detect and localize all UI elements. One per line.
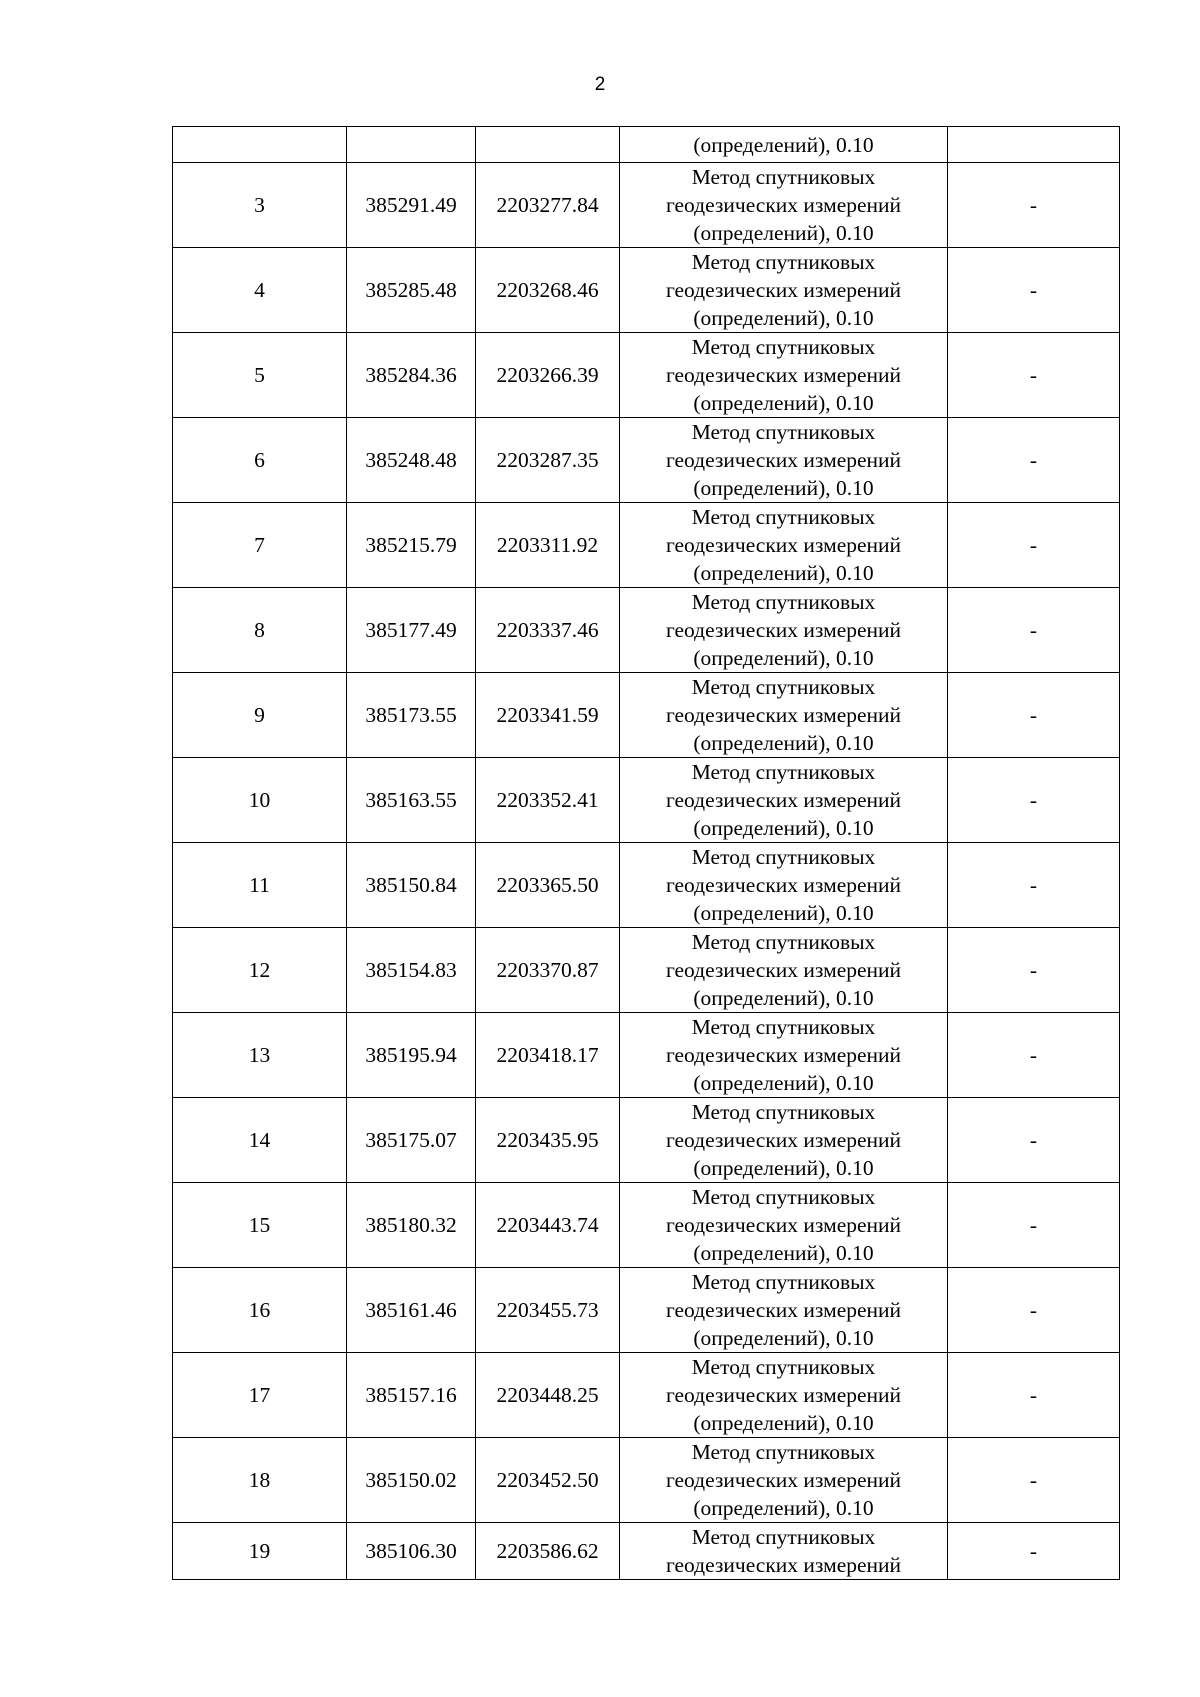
method-cell xyxy=(620,1438,948,1523)
table-row xyxy=(173,1183,1120,1268)
method-text-line: (определений), 0.10 xyxy=(693,731,874,755)
y-coordinate-cell: 2203337.46 xyxy=(476,588,620,673)
y-coordinate-cell: 2203277.84 xyxy=(476,163,620,248)
continued-row xyxy=(173,127,1120,163)
point-number-cell: 3 xyxy=(173,163,347,248)
y-coordinate-cell: 2203435.95 xyxy=(476,1098,620,1183)
continued-point-cell xyxy=(173,127,347,163)
table-row xyxy=(173,673,1120,758)
method-text-line: Метод спутниковых xyxy=(691,165,876,189)
method-cell xyxy=(620,1523,948,1580)
note-cell: - xyxy=(948,758,1120,843)
method-text-line: Метод спутниковых xyxy=(691,505,876,529)
y-coordinate-cell: 2203341.59 xyxy=(476,673,620,758)
method-text-line: Метод спутниковых xyxy=(691,1440,876,1464)
method-text-line: (определений), 0.10 xyxy=(693,306,874,330)
method-text-line: (определений), 0.10 xyxy=(693,646,874,670)
table-row xyxy=(173,248,1120,333)
method-text-line: геодезических измерений xyxy=(665,1553,902,1577)
method-text-line: (определений), 0.10 xyxy=(693,221,874,245)
method-text-line: Метод спутниковых xyxy=(691,1270,876,1294)
method-text-line: Метод спутниковых xyxy=(691,845,876,869)
method-text-line: Метод спутниковых xyxy=(691,1185,876,1209)
method-cell xyxy=(620,1013,948,1098)
method-text-line: Метод спутниковых xyxy=(691,675,876,699)
note-cell: - xyxy=(948,248,1120,333)
y-coordinate-cell: 2203455.73 xyxy=(476,1268,620,1353)
method-text-line: (определений), 0.10 xyxy=(693,561,874,585)
table-row xyxy=(173,1268,1120,1353)
y-coordinate-cell: 2203268.46 xyxy=(476,248,620,333)
method-cell xyxy=(620,673,948,758)
y-coordinate-cell: 2203287.35 xyxy=(476,418,620,503)
table-row xyxy=(173,928,1120,1013)
method-text-line: геодезических измерений xyxy=(665,278,902,302)
method-text-line: геодезических измерений xyxy=(665,193,902,217)
method-text-line: (определений), 0.10 xyxy=(693,391,874,415)
y-coordinate-cell: 2203443.74 xyxy=(476,1183,620,1268)
point-number-cell: 17 xyxy=(173,1353,347,1438)
x-coordinate-cell: 385157.16 xyxy=(347,1353,476,1438)
table-row xyxy=(173,1438,1120,1523)
point-number-cell: 13 xyxy=(173,1013,347,1098)
method-cell xyxy=(620,248,948,333)
point-number-cell: 4 xyxy=(173,248,347,333)
x-coordinate-cell: 385150.02 xyxy=(347,1438,476,1523)
method-cell xyxy=(620,758,948,843)
method-cell xyxy=(620,1353,948,1438)
y-coordinate-cell: 2203266.39 xyxy=(476,333,620,418)
x-coordinate-cell: 385215.79 xyxy=(347,503,476,588)
point-number-cell: 7 xyxy=(173,503,347,588)
table-row xyxy=(173,418,1120,503)
note-cell: - xyxy=(948,928,1120,1013)
method-text-line: (определений), 0.10 xyxy=(693,986,874,1010)
x-coordinate-cell: 385163.55 xyxy=(347,758,476,843)
y-coordinate-cell: 2203418.17 xyxy=(476,1013,620,1098)
table-row xyxy=(173,163,1120,248)
method-text-line: (определений), 0.10 xyxy=(693,816,874,840)
note-cell: - xyxy=(948,163,1120,248)
x-coordinate-cell: 385154.83 xyxy=(347,928,476,1013)
method-text-line: геодезических измерений xyxy=(665,1468,902,1492)
point-number-cell: 11 xyxy=(173,843,347,928)
method-text-line: (определений), 0.10 xyxy=(693,1411,874,1435)
y-coordinate-cell: 2203352.41 xyxy=(476,758,620,843)
method-text-line: геодезических измерений xyxy=(665,1128,902,1152)
continued-method-cell: (определений), 0.10 xyxy=(620,127,948,163)
point-number-cell: 8 xyxy=(173,588,347,673)
note-cell: - xyxy=(948,418,1120,503)
x-coordinate-cell: 385175.07 xyxy=(347,1098,476,1183)
method-text-line: (определений), 0.10 xyxy=(693,1496,874,1520)
method-text-line: Метод спутниковых xyxy=(691,250,876,274)
y-coordinate-cell: 2203365.50 xyxy=(476,843,620,928)
point-number-cell: 10 xyxy=(173,758,347,843)
y-coordinate-cell: 2203586.62 xyxy=(476,1523,620,1580)
method-cell xyxy=(620,928,948,1013)
method-text-line: Метод спутниковых xyxy=(691,1015,876,1039)
note-cell: - xyxy=(948,333,1120,418)
x-coordinate-cell: 385195.94 xyxy=(347,1013,476,1098)
coordinates-table xyxy=(172,126,1120,1580)
x-coordinate-cell: 385180.32 xyxy=(347,1183,476,1268)
method-text-line: Метод спутниковых xyxy=(691,760,876,784)
note-cell: - xyxy=(948,503,1120,588)
method-text-line: (определений), 0.10 xyxy=(693,1071,874,1095)
method-text-line: геодезических измерений xyxy=(665,788,902,812)
method-cell xyxy=(620,843,948,928)
table-row xyxy=(173,758,1120,843)
method-text-line: Метод спутниковых xyxy=(691,1525,876,1549)
method-text-line: (определений), 0.10 xyxy=(693,1326,874,1350)
x-coordinate-cell: 385284.36 xyxy=(347,333,476,418)
x-coordinate-cell: 385161.46 xyxy=(347,1268,476,1353)
note-cell: - xyxy=(948,1183,1120,1268)
x-coordinate-cell: 385150.84 xyxy=(347,843,476,928)
note-cell: - xyxy=(948,1438,1120,1523)
table-row xyxy=(173,1013,1120,1098)
point-number-cell: 14 xyxy=(173,1098,347,1183)
note-cell: - xyxy=(948,1013,1120,1098)
y-coordinate-cell: 2203311.92 xyxy=(476,503,620,588)
page-number: 2 xyxy=(594,74,606,95)
table-row xyxy=(173,1098,1120,1183)
table-row xyxy=(173,333,1120,418)
x-coordinate-cell: 385106.30 xyxy=(347,1523,476,1580)
x-coordinate-cell: 385291.49 xyxy=(347,163,476,248)
method-text-line: геодезических измерений xyxy=(665,618,902,642)
note-cell: - xyxy=(948,588,1120,673)
note-cell: - xyxy=(948,1353,1120,1438)
point-number-cell: 15 xyxy=(173,1183,347,1268)
coordinates-table-body xyxy=(173,127,1120,1580)
note-cell: - xyxy=(948,1268,1120,1353)
note-cell: - xyxy=(948,1098,1120,1183)
method-text-line: геодезических измерений xyxy=(665,448,902,472)
table-row xyxy=(173,1523,1120,1580)
y-coordinate-cell: 2203452.50 xyxy=(476,1438,620,1523)
point-number-cell: 16 xyxy=(173,1268,347,1353)
method-text-line: геодезических измерений xyxy=(665,1383,902,1407)
method-text-line: геодезических измерений xyxy=(665,958,902,982)
note-cell: - xyxy=(948,843,1120,928)
method-cell xyxy=(620,1098,948,1183)
method-text-line: геодезических измерений xyxy=(665,873,902,897)
method-cell xyxy=(620,418,948,503)
point-number-cell: 6 xyxy=(173,418,347,503)
method-cell xyxy=(620,588,948,673)
method-text-line: геодезических измерений xyxy=(665,1298,902,1322)
point-number-cell: 19 xyxy=(173,1523,347,1580)
table-row xyxy=(173,588,1120,673)
method-text-line: геодезических измерений xyxy=(665,1213,902,1237)
method-cell xyxy=(620,333,948,418)
continued-y-cell xyxy=(476,127,620,163)
method-text-line: геодезических измерений xyxy=(665,363,902,387)
method-text-line: (определений), 0.10 xyxy=(693,901,874,925)
method-text-line: Метод спутниковых xyxy=(691,335,876,359)
table-row xyxy=(173,843,1120,928)
x-coordinate-cell: 385248.48 xyxy=(347,418,476,503)
table-row xyxy=(173,1353,1120,1438)
continued-x-cell xyxy=(347,127,476,163)
x-coordinate-cell: 385177.49 xyxy=(347,588,476,673)
method-cell xyxy=(620,503,948,588)
point-number-cell: 9 xyxy=(173,673,347,758)
continued-note-cell xyxy=(948,127,1120,163)
y-coordinate-cell: 2203448.25 xyxy=(476,1353,620,1438)
point-number-cell: 18 xyxy=(173,1438,347,1523)
point-number-cell: 12 xyxy=(173,928,347,1013)
method-text-line: Метод спутниковых xyxy=(691,590,876,614)
x-coordinate-cell: 385173.55 xyxy=(347,673,476,758)
method-cell xyxy=(620,1268,948,1353)
method-text-line: Метод спутниковых xyxy=(691,420,876,444)
method-text-line: геодезических измерений xyxy=(665,1043,902,1067)
method-text-line: (определений), 0.10 xyxy=(693,1156,874,1180)
method-text-line: (определений), 0.10 xyxy=(693,1241,874,1265)
table-row xyxy=(173,503,1120,588)
method-cell xyxy=(620,1183,948,1268)
method-text-line: Метод спутниковых xyxy=(691,1355,876,1379)
note-cell: - xyxy=(948,673,1120,758)
point-number-cell: 5 xyxy=(173,333,347,418)
method-text-line: Метод спутниковых xyxy=(691,1100,876,1124)
method-text-line: (определений), 0.10 xyxy=(693,476,874,500)
method-cell xyxy=(620,163,948,248)
method-text-line: геодезических измерений xyxy=(665,533,902,557)
method-text-line: Метод спутниковых xyxy=(691,930,876,954)
note-cell: - xyxy=(948,1523,1120,1580)
x-coordinate-cell: 385285.48 xyxy=(347,248,476,333)
y-coordinate-cell: 2203370.87 xyxy=(476,928,620,1013)
method-text-line: геодезических измерений xyxy=(665,703,902,727)
